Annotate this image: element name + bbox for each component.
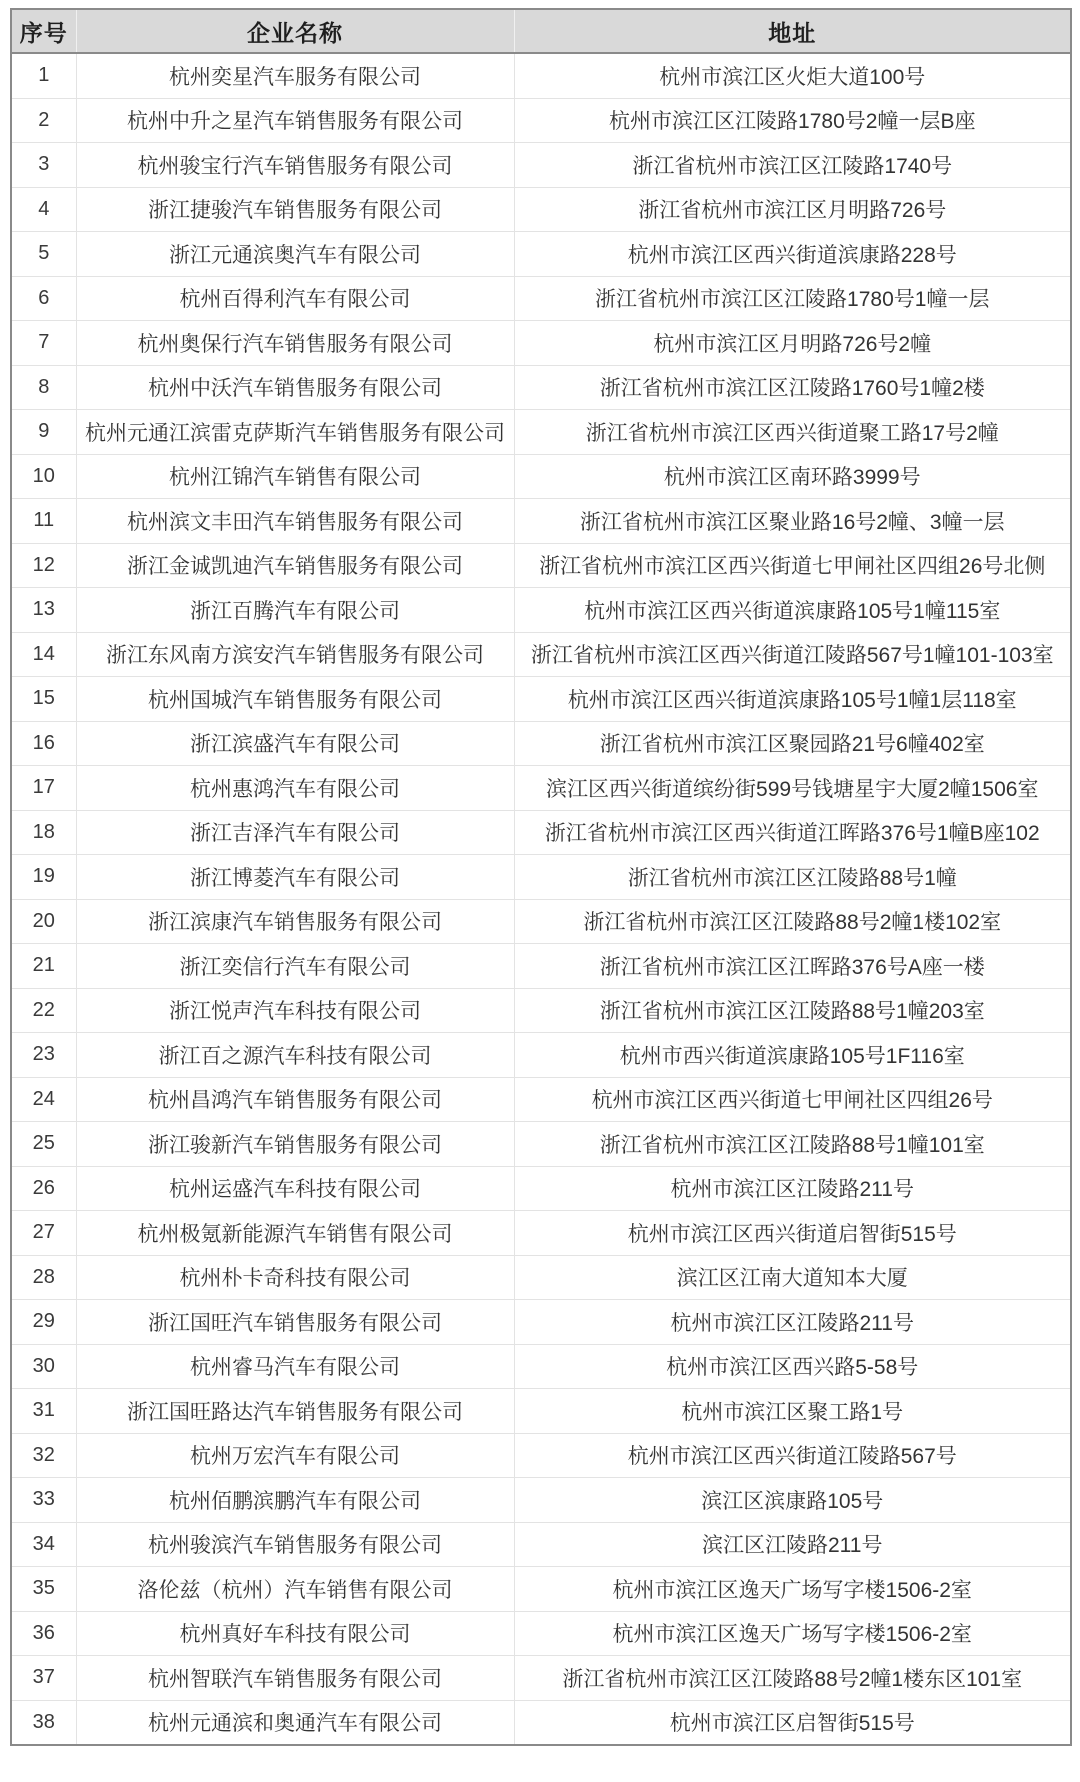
header-serial-number: 序号: [11, 9, 76, 53]
table-row: [11, 143, 1071, 188]
cell-company-name: 浙江国旺汽车销售服务有限公司: [76, 1300, 514, 1345]
cell-serial-number: 6: [11, 276, 76, 321]
cell-serial-number: 20: [11, 899, 76, 944]
table-row: [11, 632, 1071, 677]
cell-serial-number: 18: [11, 810, 76, 855]
cell-company-name: 杭州元通江滨雷克萨斯汽车销售服务有限公司: [76, 410, 514, 455]
table-row: [11, 410, 1071, 455]
cell-company-name: 浙江金诚凯迪汽车销售服务有限公司: [76, 543, 514, 588]
cell-address: 杭州市滨江区聚工路1号: [514, 1389, 1071, 1434]
cell-serial-number: 30: [11, 1344, 76, 1389]
company-table: [10, 8, 1072, 1746]
cell-serial-number: 2: [11, 98, 76, 143]
cell-company-name: 浙江奕信行汽车有限公司: [76, 944, 514, 989]
cell-company-name: 杭州朴卡奇科技有限公司: [76, 1255, 514, 1300]
cell-company-name: 杭州中升之星汽车销售服务有限公司: [76, 98, 514, 143]
cell-address: 浙江省杭州市滨江区江陵路1760号1幢2楼: [514, 365, 1071, 410]
cell-serial-number: 17: [11, 766, 76, 811]
cell-address: 杭州市滨江区西兴街道滨康路105号1幢1层118室: [514, 677, 1071, 722]
table-row: [11, 98, 1071, 143]
table-row: [11, 1033, 1071, 1078]
table-row: [11, 365, 1071, 410]
cell-address: 滨江区江南大道知本大厦: [514, 1255, 1071, 1300]
cell-serial-number: 22: [11, 988, 76, 1033]
cell-company-name: 浙江元通滨奥汽车有限公司: [76, 232, 514, 277]
cell-address: 杭州市西兴街道滨康路105号1F116室: [514, 1033, 1071, 1078]
cell-company-name: 杭州滨文丰田汽车销售服务有限公司: [76, 499, 514, 544]
table-row: [11, 1522, 1071, 1567]
cell-address: 浙江省杭州市滨江区江陵路88号2幢1楼东区101室: [514, 1656, 1071, 1701]
table-row: [11, 810, 1071, 855]
cell-address: 浙江省杭州市滨江区江晖路376号A座一楼: [514, 944, 1071, 989]
cell-serial-number: 21: [11, 944, 76, 989]
cell-serial-number: 3: [11, 143, 76, 188]
cell-address: 浙江省杭州市滨江区聚园路21号6幢402室: [514, 721, 1071, 766]
cell-company-name: 浙江吉泽汽车有限公司: [76, 810, 514, 855]
cell-company-name: 杭州骏滨汽车销售服务有限公司: [76, 1522, 514, 1567]
cell-address: 杭州市滨江区启智街515号: [514, 1700, 1071, 1745]
cell-company-name: 杭州江锦汽车销售有限公司: [76, 454, 514, 499]
cell-company-name: 杭州国城汽车销售服务有限公司: [76, 677, 514, 722]
cell-serial-number: 25: [11, 1122, 76, 1167]
cell-company-name: 洛伦兹（杭州）汽车销售有限公司: [76, 1567, 514, 1612]
cell-company-name: 浙江滨康汽车销售服务有限公司: [76, 899, 514, 944]
cell-serial-number: 37: [11, 1656, 76, 1701]
table-row: [11, 1478, 1071, 1523]
cell-serial-number: 15: [11, 677, 76, 722]
cell-company-name: 杭州睿马汽车有限公司: [76, 1344, 514, 1389]
cell-address: 浙江省杭州市滨江区西兴街道七甲闸社区四组26号北侧: [514, 543, 1071, 588]
cell-company-name: 杭州极氪新能源汽车销售有限公司: [76, 1211, 514, 1256]
table-row: [11, 1700, 1071, 1745]
cell-serial-number: 36: [11, 1611, 76, 1656]
cell-address: 浙江省杭州市滨江区聚业路16号2幢、3幢一层: [514, 499, 1071, 544]
cell-company-name: 杭州骏宝行汽车销售服务有限公司: [76, 143, 514, 188]
cell-serial-number: 5: [11, 232, 76, 277]
cell-serial-number: 13: [11, 588, 76, 633]
cell-address: 浙江省杭州市滨江区江陵路88号1幢203室: [514, 988, 1071, 1033]
cell-company-name: 浙江百之源汽车科技有限公司: [76, 1033, 514, 1078]
cell-company-name: 浙江博菱汽车有限公司: [76, 855, 514, 900]
cell-company-name: 杭州奕星汽车服务有限公司: [76, 53, 514, 98]
table-row: [11, 1611, 1071, 1656]
table-row: [11, 766, 1071, 811]
cell-company-name: 浙江捷骏汽车销售服务有限公司: [76, 187, 514, 232]
cell-serial-number: 4: [11, 187, 76, 232]
cell-company-name: 杭州惠鸿汽车有限公司: [76, 766, 514, 811]
cell-address: 滨江区江陵路211号: [514, 1522, 1071, 1567]
cell-company-name: 浙江滨盛汽车有限公司: [76, 721, 514, 766]
cell-company-name: 浙江国旺路达汽车销售服务有限公司: [76, 1389, 514, 1434]
table-body: [11, 53, 1071, 1745]
cell-serial-number: 32: [11, 1433, 76, 1478]
table-header-row: [11, 9, 1071, 53]
table-row: [11, 499, 1071, 544]
table-row: [11, 1389, 1071, 1434]
cell-address: 杭州市滨江区西兴路5-58号: [514, 1344, 1071, 1389]
table-row: [11, 1122, 1071, 1167]
cell-serial-number: 29: [11, 1300, 76, 1345]
table-row: [11, 677, 1071, 722]
cell-address: 浙江省杭州市滨江区江陵路88号1幢101室: [514, 1122, 1071, 1167]
cell-address: 浙江省杭州市滨江区月明路726号: [514, 187, 1071, 232]
cell-address: 滨江区西兴街道缤纷街599号钱塘星宇大厦2幢1506室: [514, 766, 1071, 811]
cell-serial-number: 16: [11, 721, 76, 766]
cell-company-name: 浙江百腾汽车有限公司: [76, 588, 514, 633]
cell-address: 杭州市滨江区南环路3999号: [514, 454, 1071, 499]
cell-company-name: 浙江悦声汽车科技有限公司: [76, 988, 514, 1033]
table-row: [11, 1166, 1071, 1211]
cell-company-name: 杭州运盛汽车科技有限公司: [76, 1166, 514, 1211]
table-row: [11, 1255, 1071, 1300]
cell-address: 浙江省杭州市滨江区江陵路88号1幢: [514, 855, 1071, 900]
cell-serial-number: 19: [11, 855, 76, 900]
table-row: [11, 1567, 1071, 1612]
cell-address: 浙江省杭州市滨江区西兴街道江陵路567号1幢101-103室: [514, 632, 1071, 677]
cell-serial-number: 34: [11, 1522, 76, 1567]
cell-serial-number: 33: [11, 1478, 76, 1523]
cell-address: 杭州市滨江区逸天广场写字楼1506-2室: [514, 1567, 1071, 1612]
cell-serial-number: 14: [11, 632, 76, 677]
table-row: [11, 454, 1071, 499]
cell-address: 杭州市滨江区江陵路211号: [514, 1166, 1071, 1211]
table-row: [11, 855, 1071, 900]
cell-serial-number: 11: [11, 499, 76, 544]
cell-serial-number: 26: [11, 1166, 76, 1211]
cell-address: 杭州市滨江区西兴街道滨康路105号1幢115室: [514, 588, 1071, 633]
cell-company-name: 杭州佰鹏滨鹏汽车有限公司: [76, 1478, 514, 1523]
cell-company-name: 杭州中沃汽车销售服务有限公司: [76, 365, 514, 410]
cell-company-name: 杭州昌鸿汽车销售服务有限公司: [76, 1077, 514, 1122]
cell-address: 浙江省杭州市滨江区江陵路1740号: [514, 143, 1071, 188]
cell-company-name: 杭州元通滨和奥通汽车有限公司: [76, 1700, 514, 1745]
cell-serial-number: 24: [11, 1077, 76, 1122]
cell-company-name: 浙江东风南方滨安汽车销售服务有限公司: [76, 632, 514, 677]
cell-address: 杭州市滨江区月明路726号2幢: [514, 321, 1071, 366]
cell-address: 滨江区滨康路105号: [514, 1478, 1071, 1523]
cell-serial-number: 38: [11, 1700, 76, 1745]
cell-serial-number: 27: [11, 1211, 76, 1256]
table-row: [11, 187, 1071, 232]
cell-serial-number: 12: [11, 543, 76, 588]
table-row: [11, 721, 1071, 766]
cell-serial-number: 23: [11, 1033, 76, 1078]
table-row: [11, 1211, 1071, 1256]
cell-serial-number: 9: [11, 410, 76, 455]
table-row: [11, 1656, 1071, 1701]
cell-address: 浙江省杭州市滨江区江陵路88号2幢1楼102室: [514, 899, 1071, 944]
cell-serial-number: 28: [11, 1255, 76, 1300]
cell-address: 杭州市滨江区西兴街道江陵路567号: [514, 1433, 1071, 1478]
cell-serial-number: 7: [11, 321, 76, 366]
cell-address: 杭州市滨江区西兴街道滨康路228号: [514, 232, 1071, 277]
table-row: [11, 276, 1071, 321]
cell-serial-number: 1: [11, 53, 76, 98]
table-row: [11, 53, 1071, 98]
table-row: [11, 988, 1071, 1033]
table-row: [11, 1077, 1071, 1122]
cell-company-name: 杭州万宏汽车有限公司: [76, 1433, 514, 1478]
cell-serial-number: 8: [11, 365, 76, 410]
table-row: [11, 232, 1071, 277]
cell-address: 杭州市滨江区江陵路1780号2幢一层B座: [514, 98, 1071, 143]
table-row: [11, 321, 1071, 366]
table-row: [11, 899, 1071, 944]
cell-address: 杭州市滨江区西兴街道启智街515号: [514, 1211, 1071, 1256]
cell-address: 杭州市滨江区火炬大道100号: [514, 53, 1071, 98]
cell-address: 浙江省杭州市滨江区西兴街道江晖路376号1幢B座102: [514, 810, 1071, 855]
cell-company-name: 杭州智联汽车销售服务有限公司: [76, 1656, 514, 1701]
cell-address: 浙江省杭州市滨江区江陵路1780号1幢一层: [514, 276, 1071, 321]
cell-address: 浙江省杭州市滨江区西兴街道聚工路17号2幢: [514, 410, 1071, 455]
cell-serial-number: 10: [11, 454, 76, 499]
table-header: [11, 9, 1071, 53]
table-row: [11, 944, 1071, 989]
table-row: [11, 1300, 1071, 1345]
cell-company-name: 杭州百得利汽车有限公司: [76, 276, 514, 321]
cell-serial-number: 35: [11, 1567, 76, 1612]
table-row: [11, 1433, 1071, 1478]
cell-company-name: 杭州真好车科技有限公司: [76, 1611, 514, 1656]
cell-address: 杭州市滨江区西兴街道七甲闸社区四组26号: [514, 1077, 1071, 1122]
cell-address: 杭州市滨江区逸天广场写字楼1506-2室: [514, 1611, 1071, 1656]
table-row: [11, 1344, 1071, 1389]
header-company-name: 企业名称: [76, 9, 514, 53]
cell-company-name: 浙江骏新汽车销售服务有限公司: [76, 1122, 514, 1167]
cell-company-name: 杭州奥保行汽车销售服务有限公司: [76, 321, 514, 366]
cell-address: 杭州市滨江区江陵路211号: [514, 1300, 1071, 1345]
table-row: [11, 588, 1071, 633]
table-row: [11, 543, 1071, 588]
cell-serial-number: 31: [11, 1389, 76, 1434]
header-address: 地址: [514, 9, 1071, 53]
